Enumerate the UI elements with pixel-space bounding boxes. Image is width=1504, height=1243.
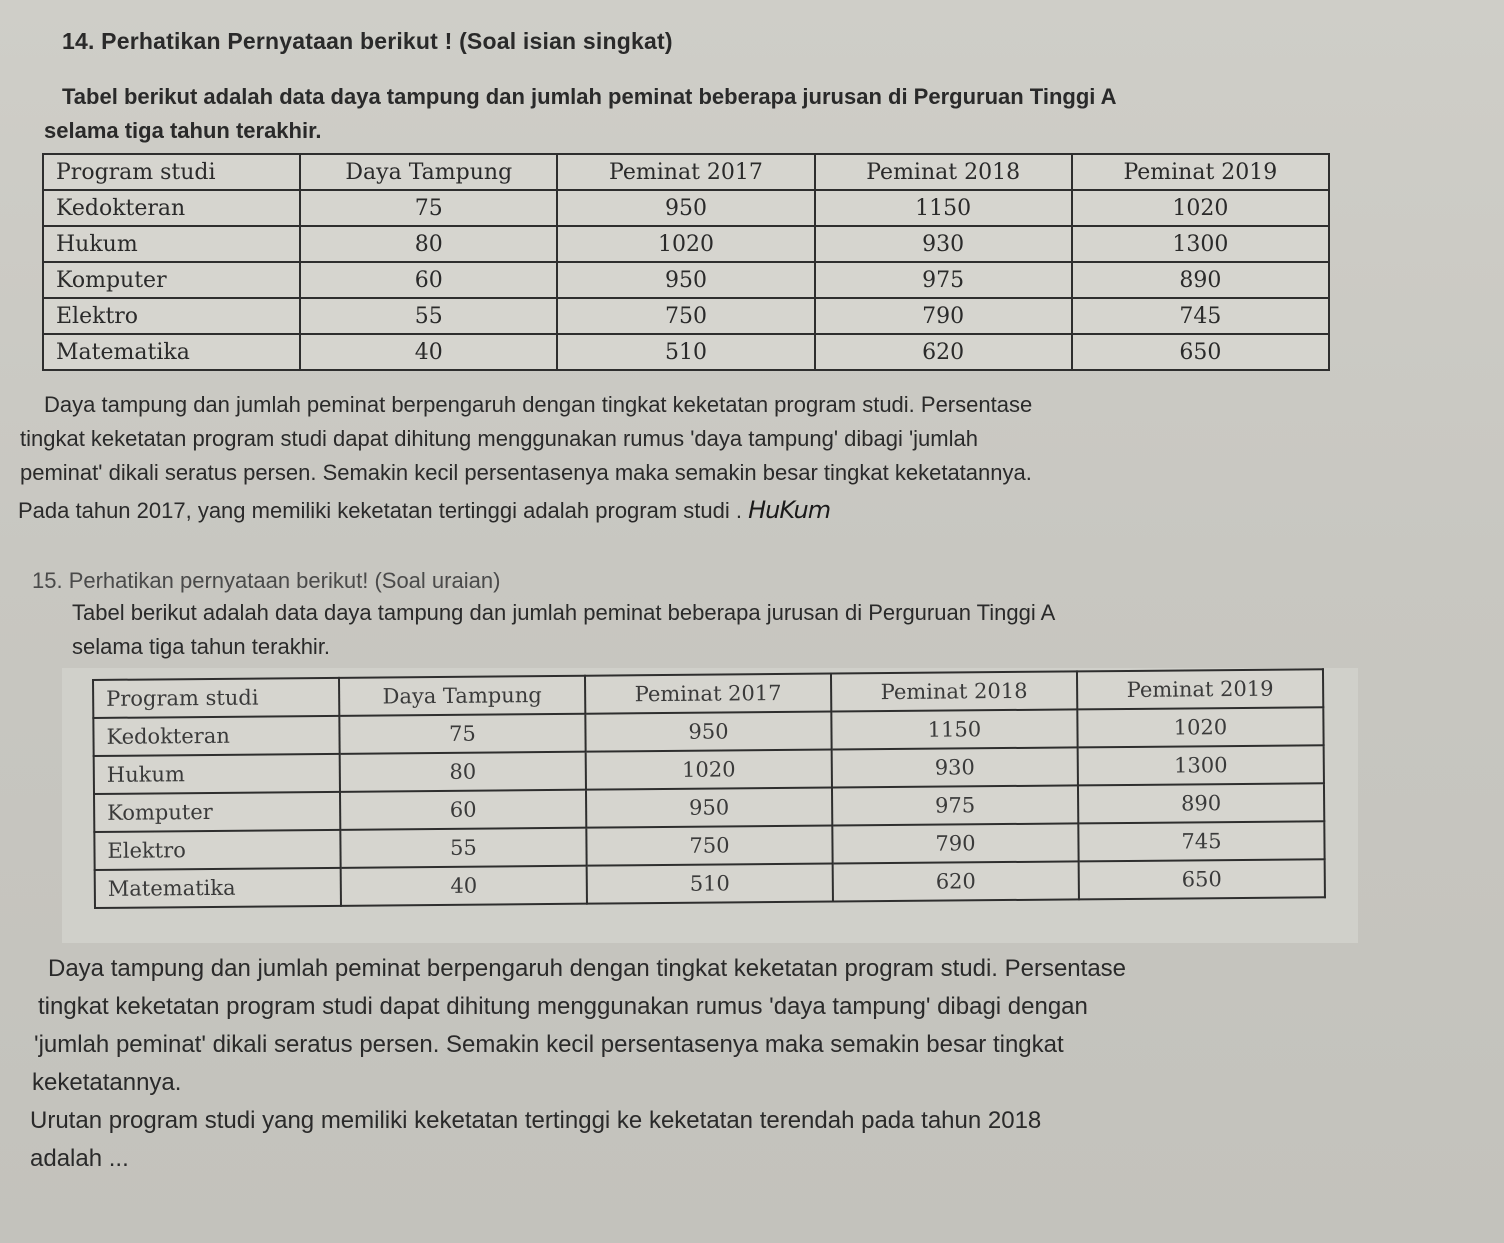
cell-peminat-2017: 950 bbox=[557, 262, 814, 298]
cell-program: Hukum bbox=[94, 754, 340, 794]
cell-peminat-2019: 1300 bbox=[1072, 226, 1329, 262]
cell-program: Hukum bbox=[43, 226, 300, 262]
cell-peminat-2019: 745 bbox=[1072, 298, 1329, 334]
cell-program: Matematika bbox=[43, 334, 300, 370]
cell-program: Kedokteran bbox=[43, 190, 300, 226]
question-14-text-line1: Daya tampung dan jumlah peminat berpengaruh dengan tingkat keketatan program studi. Persentase bbox=[44, 392, 1033, 417]
header-peminat-2018: Peminat 2018 bbox=[831, 671, 1077, 711]
question-15-text-line3: 'jumlah peminat' dikali seratus persen. Semakin kecil persentasenya maka semakin besar tingkat bbox=[34, 1031, 1064, 1058]
handwritten-answer: HuKum bbox=[748, 496, 831, 524]
cell-peminat-2018: 930 bbox=[832, 747, 1078, 787]
table-q14 bbox=[42, 153, 1330, 371]
cell-daya-tampung: 75 bbox=[339, 714, 585, 754]
table-row bbox=[43, 298, 1329, 334]
cell-daya-tampung: 55 bbox=[300, 298, 557, 334]
cell-program: Matematika bbox=[95, 868, 341, 908]
cell-peminat-2017: 1020 bbox=[586, 750, 832, 790]
cell-daya-tampung: 60 bbox=[340, 790, 586, 830]
cell-peminat-2019: 1300 bbox=[1078, 745, 1324, 785]
question-15-text-line5: Urutan program studi yang memiliki keketatan tertinggi ke keketatan terendah pada tahun 2018 bbox=[30, 1107, 1042, 1134]
cell-peminat-2017: 750 bbox=[557, 298, 814, 334]
cell-peminat-2019: 890 bbox=[1072, 262, 1329, 298]
question-14-text-line2: tingkat keketatan program studi dapat dihitung menggunakan rumus 'daya tampung' dibagi 'jumlah bbox=[20, 426, 978, 451]
cell-peminat-2019: 1020 bbox=[1077, 707, 1323, 747]
cell-peminat-2018: 1150 bbox=[831, 709, 1077, 749]
question-15-intro-line1: Tabel berikut adalah data daya tampung dan jumlah peminat beberapa jurusan di Perguruan Tinggi A bbox=[72, 600, 1056, 625]
cell-peminat-2019: 890 bbox=[1078, 783, 1324, 823]
table-q15 bbox=[92, 668, 1326, 909]
question-15-intro-line2: selama tiga tahun terakhir. bbox=[72, 634, 331, 659]
question-15-text-line2: tingkat keketatan program studi dapat dihitung menggunakan rumus 'daya tampung' dibagi dengan bbox=[38, 993, 1088, 1020]
question-15-title: 15. Perhatikan pernyataan berikut! (Soal uraian) bbox=[32, 568, 501, 593]
cell-program: Elektro bbox=[43, 298, 300, 334]
header-program-studi: Program studi bbox=[43, 154, 300, 190]
cell-peminat-2018: 620 bbox=[833, 861, 1079, 901]
table-row bbox=[43, 190, 1329, 226]
cell-peminat-2017: 950 bbox=[585, 712, 831, 752]
cell-peminat-2018: 975 bbox=[832, 785, 1078, 825]
question-14-text-line4 bbox=[18, 494, 830, 528]
cell-peminat-2018: 790 bbox=[832, 823, 1078, 863]
cell-daya-tampung: 60 bbox=[300, 262, 557, 298]
header-peminat-2017: Peminat 2017 bbox=[557, 154, 814, 190]
cell-peminat-2018: 790 bbox=[815, 298, 1072, 334]
cell-daya-tampung: 55 bbox=[340, 828, 586, 868]
cell-peminat-2019: 650 bbox=[1079, 859, 1325, 899]
table-header-row bbox=[43, 154, 1329, 190]
cell-daya-tampung: 40 bbox=[300, 334, 557, 370]
table-row bbox=[43, 226, 1329, 262]
table-row bbox=[43, 334, 1329, 370]
cell-peminat-2018: 930 bbox=[815, 226, 1072, 262]
cell-peminat-2017: 510 bbox=[557, 334, 814, 370]
cell-peminat-2017: 510 bbox=[587, 864, 833, 904]
cell-peminat-2017: 750 bbox=[586, 826, 832, 866]
cell-program: Elektro bbox=[94, 830, 340, 870]
cell-peminat-2018: 975 bbox=[815, 262, 1072, 298]
question-14-intro-line1: Tabel berikut adalah data daya tampung dan jumlah peminat beberapa jurusan di Perguruan Tinggi A bbox=[62, 84, 1117, 109]
cell-peminat-2019: 1020 bbox=[1072, 190, 1329, 226]
cell-daya-tampung: 75 bbox=[300, 190, 557, 226]
question-14-intro-line2: selama tiga tahun terakhir. bbox=[44, 118, 322, 143]
cell-peminat-2018: 620 bbox=[815, 334, 1072, 370]
cell-daya-tampung: 80 bbox=[340, 752, 586, 792]
header-peminat-2017: Peminat 2017 bbox=[585, 674, 831, 714]
question-14-title: 14. Perhatikan Pernyataan berikut ! (Soal isian singkat) bbox=[62, 28, 673, 54]
cell-peminat-2019: 745 bbox=[1078, 821, 1324, 861]
header-peminat-2019: Peminat 2019 bbox=[1077, 669, 1323, 709]
header-peminat-2018: Peminat 2018 bbox=[815, 154, 1072, 190]
cell-program: Kedokteran bbox=[93, 716, 339, 756]
cell-peminat-2017: 950 bbox=[586, 788, 832, 828]
cell-program: Komputer bbox=[94, 792, 340, 832]
header-peminat-2019: Peminat 2019 bbox=[1072, 154, 1329, 190]
question-15-text-line1: Daya tampung dan jumlah peminat berpengaruh dengan tingkat keketatan program studi. Persentase bbox=[48, 955, 1127, 982]
question-15-text-line6: adalah ... bbox=[30, 1145, 129, 1172]
table-row bbox=[43, 262, 1329, 298]
cell-peminat-2017: 1020 bbox=[557, 226, 814, 262]
question-15-text-line4: keketatannya. bbox=[32, 1069, 182, 1096]
cell-daya-tampung: 40 bbox=[341, 866, 587, 906]
cell-peminat-2018: 1150 bbox=[815, 190, 1072, 226]
header-program-studi: Program studi bbox=[93, 678, 339, 718]
question-14-prompt: Pada tahun 2017, yang memiliki keketatan tertinggi adalah program studi . bbox=[18, 498, 742, 523]
question-14-text-line3: peminat' dikali seratus persen. Semakin kecil persentasenya maka semakin besar tingkat keketatannya. bbox=[20, 460, 1032, 485]
cell-peminat-2019: 650 bbox=[1072, 334, 1329, 370]
header-daya-tampung: Daya Tampung bbox=[339, 676, 585, 716]
cell-program: Komputer bbox=[43, 262, 300, 298]
header-daya-tampung: Daya Tampung bbox=[300, 154, 557, 190]
cell-peminat-2017: 950 bbox=[557, 190, 814, 226]
cell-daya-tampung: 80 bbox=[300, 226, 557, 262]
